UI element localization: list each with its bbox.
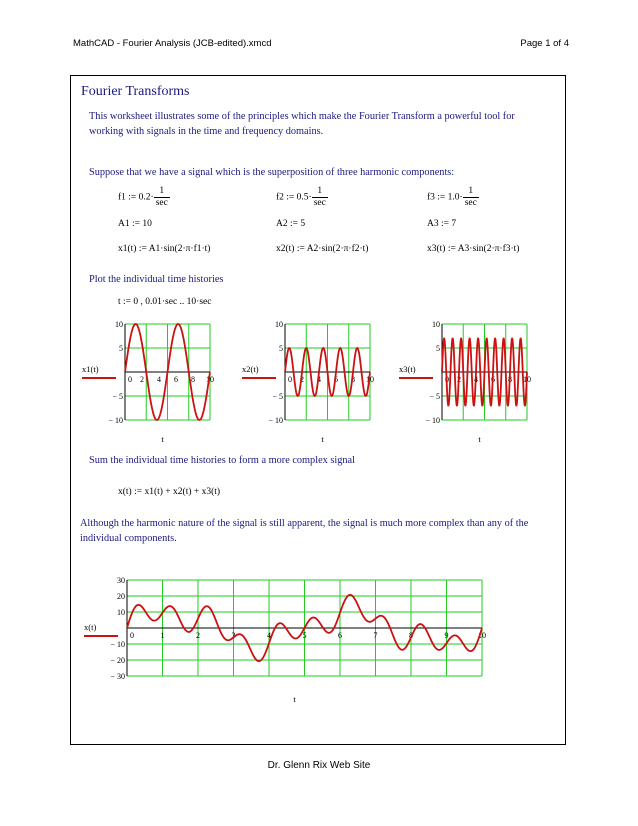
time-definition: t := 0 , 0.01·sec .. 10·sec [118,297,212,307]
page-title: Fourier Transforms [81,84,190,99]
x-tick-label: 0 [445,375,449,384]
f2-frac-den: sec [313,198,326,208]
y-tick-label: 30 [117,576,125,585]
x-tick-label: 6 [491,375,495,384]
f2-fraction [312,186,328,209]
x-tick-label: 6 [338,631,342,640]
intro-text: This worksheet illustrates some of the principles which make the Fourier Transform a powerful tool for working with signals in the time and frequency domains. [89,111,515,137]
x1-definition: x1(t) := A1·sin(2·π·f1·t) [118,244,211,254]
x-axis-label: t [161,434,164,444]
f3-coef: 1.0· [447,192,463,203]
x-tick-label: 4 [157,375,161,384]
y-axis-label: x(t) [84,622,97,632]
f3-fraction [463,186,479,209]
x-tick-label: 8 [409,631,413,640]
y-tick-label: − 10 [268,416,283,425]
x1-chart [80,318,230,448]
x-tick-label: 8 [191,375,195,384]
footer-text: Dr. Glenn Rix Web Site [267,760,371,771]
y-tick-label: 10 [117,608,125,617]
y-axis-label: x1(t) [82,364,99,374]
x-tick-label: 5 [302,631,307,640]
f3-frac-den: sec [464,198,477,208]
f1-frac-den: sec [155,198,168,208]
y-tick-label: − 5 [429,392,440,401]
x-tick-label: 3 [231,631,236,640]
y-tick-label: 10 [275,320,283,329]
x-tick-label: 10 [366,375,374,384]
x-tick-label: 10 [523,375,531,384]
x-tick-label: 7 [373,631,378,640]
page-number: Page 1 of 4 [520,38,569,49]
x-tick-label: 2 [457,375,461,384]
x-tick-label: 2 [196,631,200,640]
y-tick-label: 10 [432,320,440,329]
x-axis-label: t [321,434,324,444]
x-tick-label: 10 [478,631,486,640]
y-tick-label: − 10 [108,416,123,425]
sum-definition: x(t) := x1(t) + x2(t) + x3(t) [118,487,221,497]
x-tick-label: 9 [444,631,449,640]
x-tick-label: 8 [508,375,512,384]
x-tick-label: 4 [317,375,321,384]
y-tick-label: 5 [436,344,440,353]
f3-lhs: f3 := [427,192,448,203]
x-tick-label: 6 [334,375,338,384]
y-tick-label: − 10 [425,416,440,425]
x-tick-label: 1 [160,631,165,640]
f2-definition [276,186,328,209]
a3-definition: A3 := 7 [427,219,457,229]
suppose-text: Suppose that we have a signal which is the superposition of three harmonic components: [89,167,455,178]
f1-frac-num: 1 [154,186,170,198]
sum-label: Sum the individual time histories to form a more complex signal [89,455,355,466]
y-axis-label: x3(t) [399,364,416,374]
f1-definition [118,186,170,209]
y-tick-label: − 5 [272,392,283,401]
x-tick-label: 2 [140,375,144,384]
a1-definition: A1 := 10 [118,219,152,229]
f1-lhs: f1 := [118,192,139,203]
y-tick-label: − 30 [110,672,125,681]
x-tick-label: 10 [206,375,214,384]
y-tick-label: − 5 [112,392,123,401]
x-tick-label: 2 [300,375,304,384]
y-tick-label: − 10 [110,640,125,649]
x2-chart [240,318,390,448]
header-title: MathCAD - Fourier Analysis (JCB-edited).xmcd [73,38,272,49]
x-axis-label: t [478,434,481,444]
x3-definition: x3(t) := A3·sin(2·π·f3·t) [427,244,520,254]
y-tick-label: 5 [279,344,283,353]
f1-fraction [154,186,170,209]
y-tick-label: 10 [115,320,123,329]
x3-chart [397,318,547,448]
x-axis-label: t [293,694,296,704]
x-tick-label: 0 [288,375,292,384]
y-axis-label: x2(t) [242,364,259,374]
a2-definition: A2 := 5 [276,219,306,229]
x-tick-label: 4 [267,631,271,640]
f3-definition [427,186,479,209]
sum-chart [82,572,502,712]
x-tick-label: 4 [474,375,478,384]
conclusion-text: Although the harmonic nature of the signal is still apparent, the signal is much more complex than any of the individual components. [80,518,529,544]
f3-frac-num: 1 [463,186,479,198]
x-tick-label: 0 [128,375,132,384]
x-tick-label: 8 [351,375,355,384]
plot-label: Plot the individual time histories [89,274,224,285]
y-tick-label: 5 [119,344,123,353]
x-tick-label: 0 [130,631,134,640]
f2-lhs: f2 := [276,192,297,203]
f2-frac-num: 1 [312,186,328,198]
f2-coef: 0.5· [296,192,312,203]
x2-definition: x2(t) := A2·sin(2·π·f2·t) [276,244,369,254]
y-tick-label: − 20 [110,656,125,665]
f1-coef: 0.2· [138,192,154,203]
y-tick-label: 20 [117,592,125,601]
x-tick-label: 6 [174,375,178,384]
